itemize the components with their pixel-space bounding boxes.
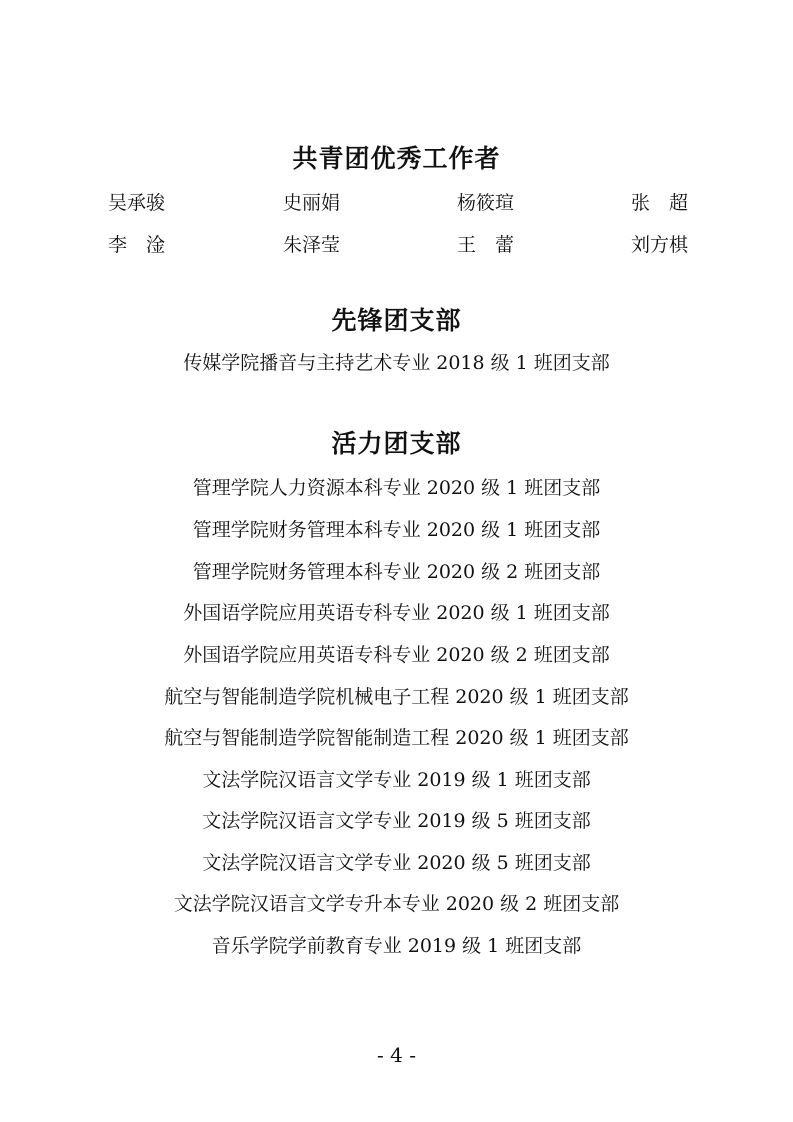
name-entry: 王 蕾 [457, 234, 515, 256]
name-entry: 吴承骏 [108, 192, 166, 214]
list-item: 管理学院财务管理本科专业 2020 级 2 班团支部 [192, 561, 601, 583]
list-item: 音乐学院学前教育专业 2019 级 1 班团支部 [211, 935, 582, 957]
list-item: 管理学院财务管理本科专业 2020 级 1 班团支部 [192, 519, 601, 541]
list-item: 管理学院人力资源本科专业 2020 级 1 班团支部 [192, 477, 601, 499]
name-entry: 李 淦 [108, 234, 166, 256]
name-entry: 张 超 [631, 192, 689, 214]
list-item: 文法学院汉语言文学专业 2019 级 1 班团支部 [202, 769, 591, 791]
list-item: 文法学院汉语言文学专业 2020 级 5 班团支部 [202, 852, 591, 874]
list-item: 文法学院汉语言文学专业 2019 级 5 班团支部 [202, 810, 591, 832]
list-item: 航空与智能制造学院机械电子工程 2020 级 1 班团支部 [164, 686, 629, 708]
list-item: 传媒学院播音与主持艺术专业 2018 级 1 班团支部 [183, 352, 610, 374]
name-entry: 朱泽莹 [283, 234, 341, 256]
name-entry: 杨筱瑄 [457, 192, 515, 214]
list-item: 航空与智能制造学院智能制造工程 2020 级 1 班团支部 [164, 727, 629, 749]
name-entry: 史丽娟 [283, 192, 341, 214]
list-item: 外国语学院应用英语专科专业 2020 级 2 班团支部 [183, 644, 610, 666]
list-item: 文法学院汉语言文学专升本专业 2020 级 2 班团支部 [173, 893, 620, 915]
name-entry: 刘方棋 [631, 234, 689, 256]
section-title-vitality-branch: 活力团支部 [331, 429, 462, 458]
section-title-pioneer-branch: 先锋团支部 [331, 306, 462, 335]
page-number: - 4 - [377, 1043, 416, 1067]
section-title-outstanding-workers: 共青团优秀工作者 [292, 144, 501, 173]
list-item: 外国语学院应用英语专科专业 2020 级 1 班团支部 [183, 602, 610, 624]
